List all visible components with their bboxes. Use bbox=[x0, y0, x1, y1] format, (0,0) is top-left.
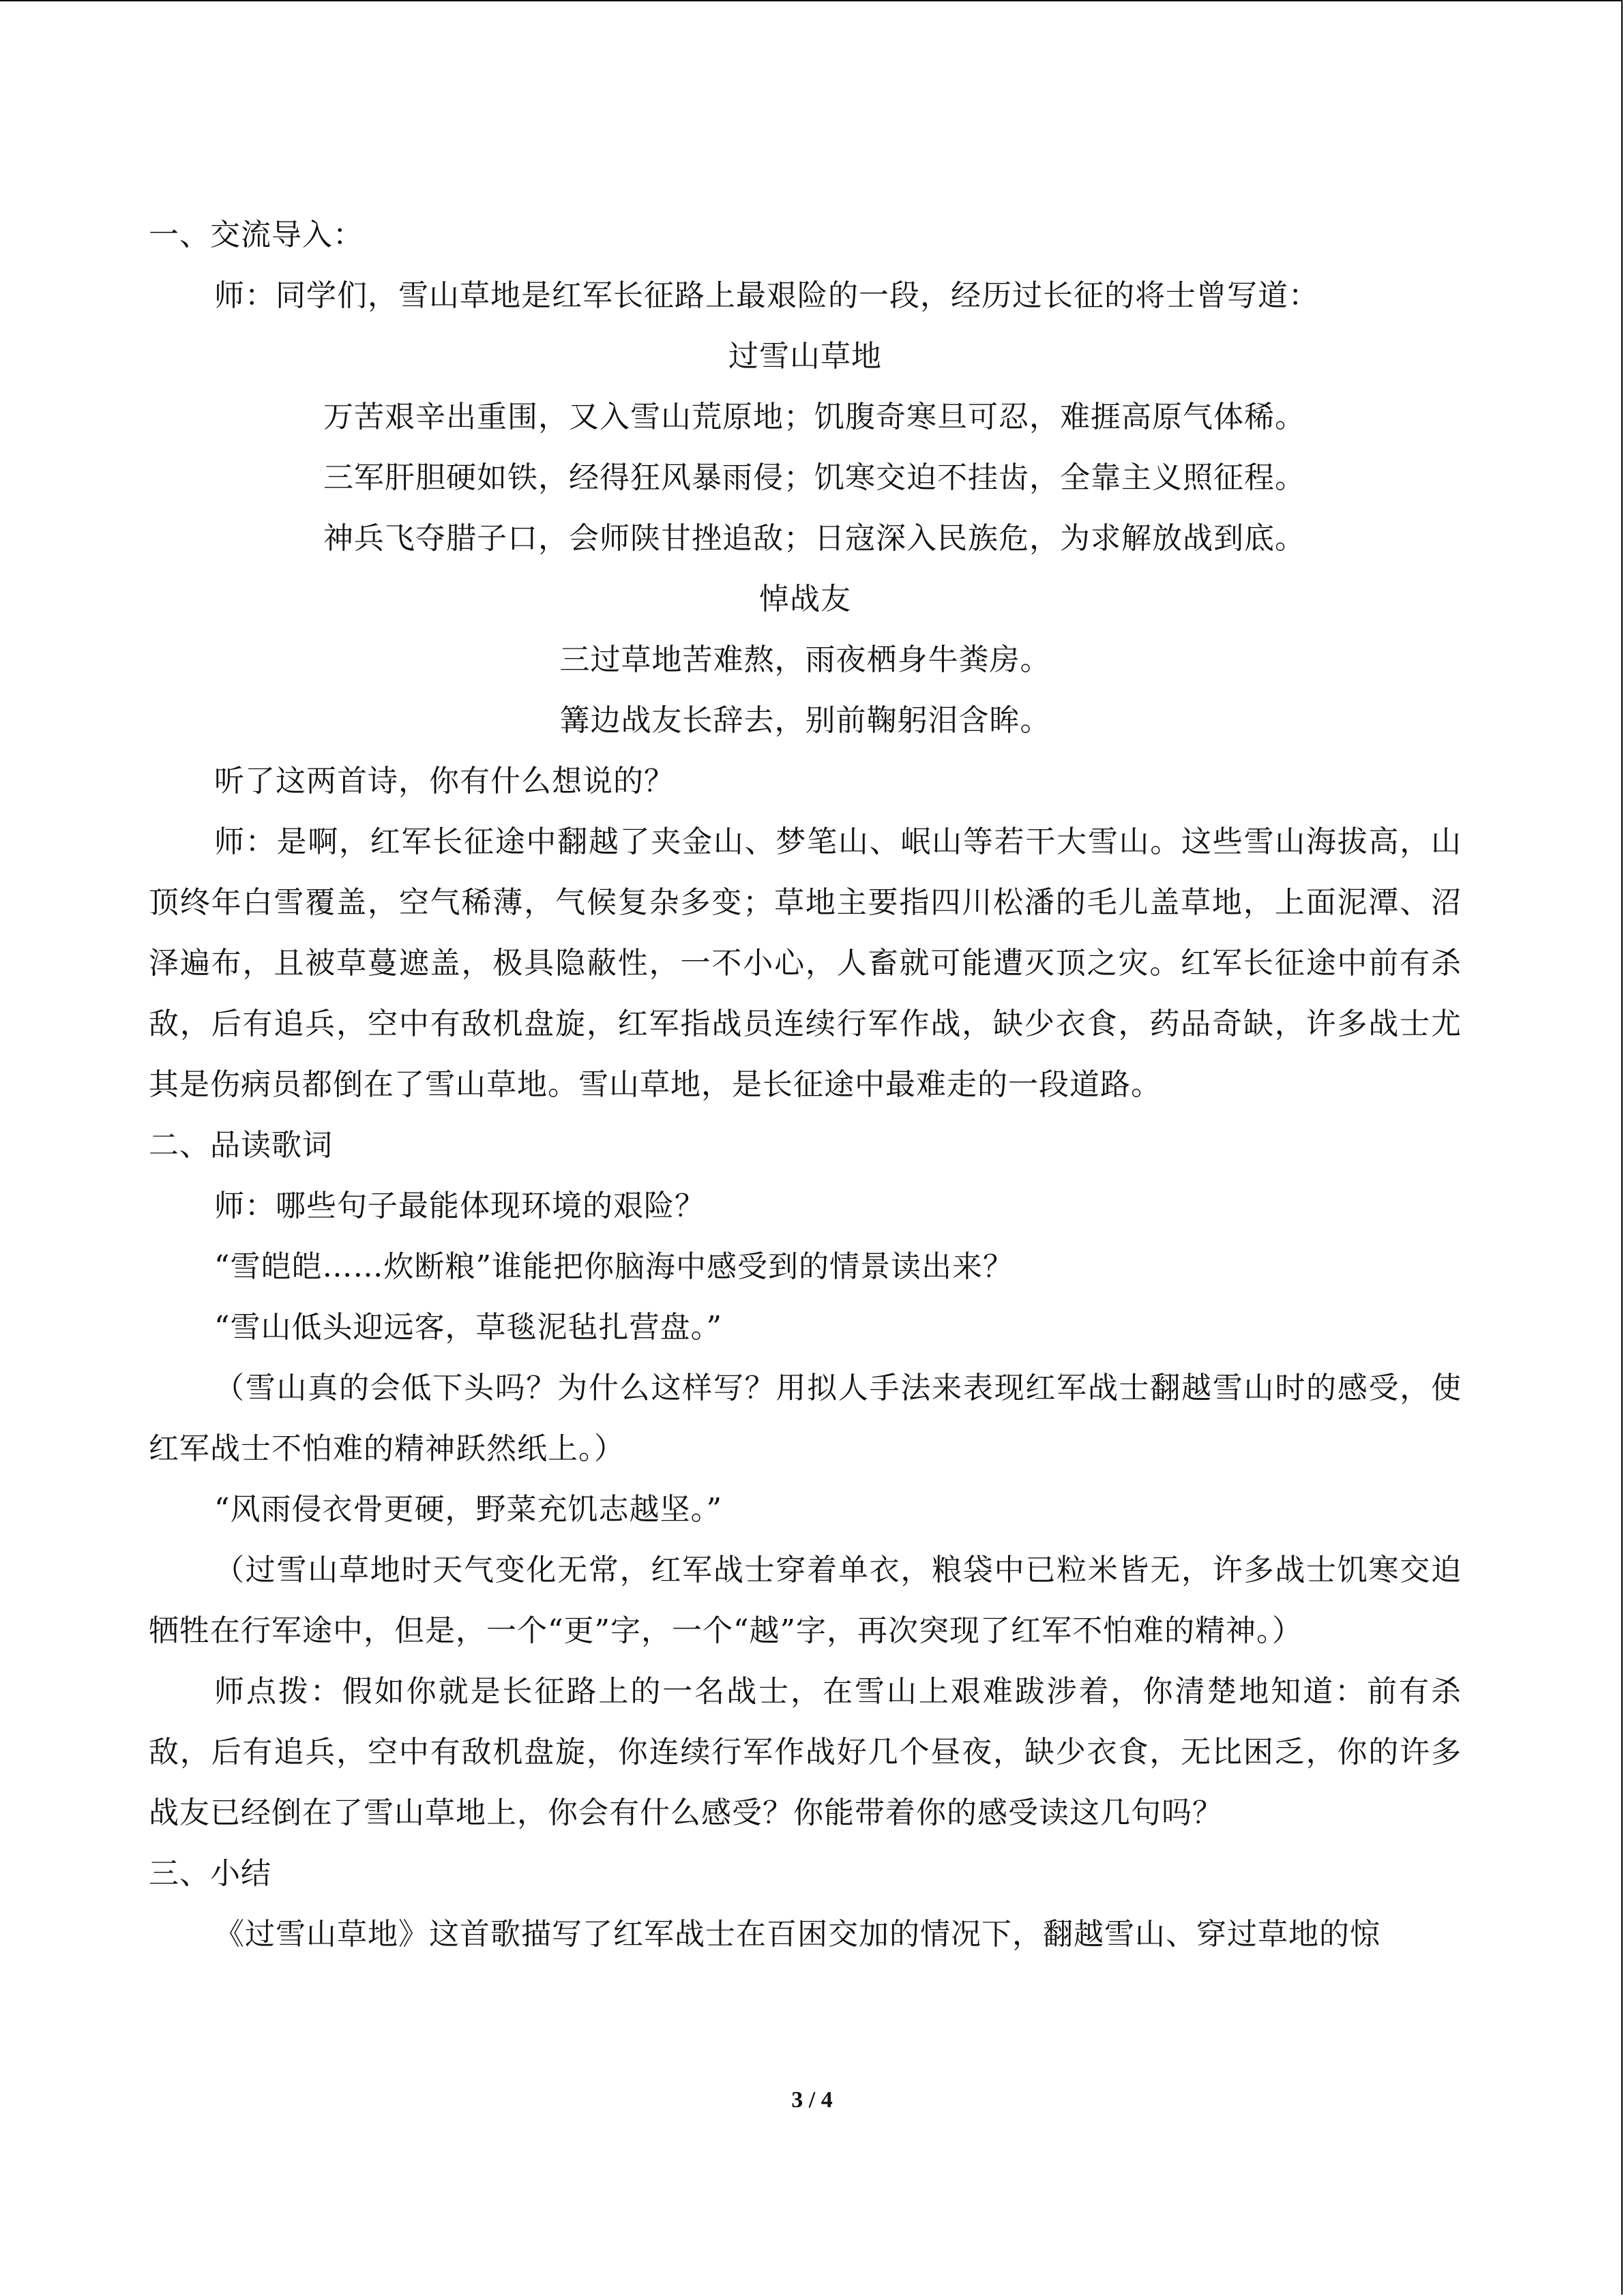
lyric-quote-2: “风雨侵衣骨更硬，野菜充饥志越坚。” bbox=[214, 1492, 722, 1527]
page-number: 3 / 4 bbox=[791, 2087, 833, 2113]
lyric-quote-1: “雪山低头迎远客，草毯泥毡扎营盘。” bbox=[214, 1310, 722, 1345]
poem-2-line: 篝边战友长辞去，别前鞠躬泪含眸。 bbox=[559, 703, 1051, 738]
poem-2-line: 三过草地苦难熬，雨夜栖身牛粪房。 bbox=[559, 642, 1051, 677]
teacher-guidance: 师点拨：假如你就是长征路上的一名战士，在雪山上艰难跋涉着，你清楚地知道：前有杀敌，后有追兵，空中有敌机盘旋，你连续行军作战好几个昼夜，缺少衣食，无比困乏，你的许多战友已经倒在了雪山草地上，你会有什么感受？你能带着你的感受读这几句吗？ bbox=[149, 1674, 1462, 1830]
section-2-question-1: 师：哪些句子最能体现环境的艰险？ bbox=[214, 1189, 705, 1223]
document-body bbox=[149, 205, 1462, 1965]
section-1-heading: 一、交流导入： bbox=[149, 218, 364, 252]
poem-2-title: 悼战友 bbox=[759, 582, 851, 616]
teacher-paragraph: 师：是啊，红军长征途中翻越了夹金山、梦笔山、岷山等若干大雪山。这些雪山海拔高，山顶终年白雪覆盖，空气稀薄，气候复杂多变；草地主要指四川松潘的毛儿盖草地，上面泥潭、沼泽遍布，且被草蔓遮盖，极具隐蔽性，一不小心，人畜就可能遭灭顶之灾。红军长征途中前有杀敌，后有追兵，空中有敌机盘旋，红军指战员连续行军作战，缺少衣食，药品奇缺，许多战士尤其是伤病员都倒在了雪山草地。雪山草地，是长征途中最难走的一段道路。 bbox=[149, 824, 1462, 1102]
section-1-intro: 师：同学们，雪山草地是红军长征路上最艰险的一段，经历过长征的将士曾写道： bbox=[214, 278, 1319, 313]
summary-text: 《过雪山草地》这首歌描写了红军战士在百困交加的情况下，翻越雪山、穿过草地的惊 bbox=[214, 1917, 1381, 1952]
discussion-question: 听了这两首诗，你有什么想说的？ bbox=[214, 764, 675, 799]
poem-1-line: 万苦艰辛出重围，又入雪山荒原地；饥腹奇寒旦可忍，难捱高原气体稀。 bbox=[323, 400, 1305, 434]
poem-1-line: 神兵飞夺腊子口，会师陕甘挫追敌；日寇深入民族危，为求解放战到底。 bbox=[323, 521, 1305, 556]
lyric-note-2: （过雪山草地时天气变化无常，红军战士穿着单衣，粮袋中已粒米皆无，许多战士饥寒交迫牺牲在行军途中，但是，一个“更”字，一个“越”字，再次突现了红军不怕难的精神。） bbox=[149, 1553, 1462, 1648]
section-3-heading: 三、小结 bbox=[149, 1856, 271, 1891]
section-2-question-2: “雪皑皑……炊断粮”谁能把你脑海中感受到的情景读出来？ bbox=[214, 1249, 1014, 1284]
poem-1-title: 过雪山草地 bbox=[728, 339, 882, 374]
section-2-heading: 二、品读歌词 bbox=[149, 1128, 333, 1163]
lyric-note-1: （雪山真的会低下头吗？为什么这样写？用拟人手法来表现红军战士翻越雪山时的感受，使红军战士不怕难的精神跃然纸上。） bbox=[149, 1371, 1462, 1466]
poem-1-line: 三军肝胆硬如铁，经得狂风暴雨侵；饥寒交迫不挂齿，全靠主义照征程。 bbox=[323, 460, 1305, 495]
